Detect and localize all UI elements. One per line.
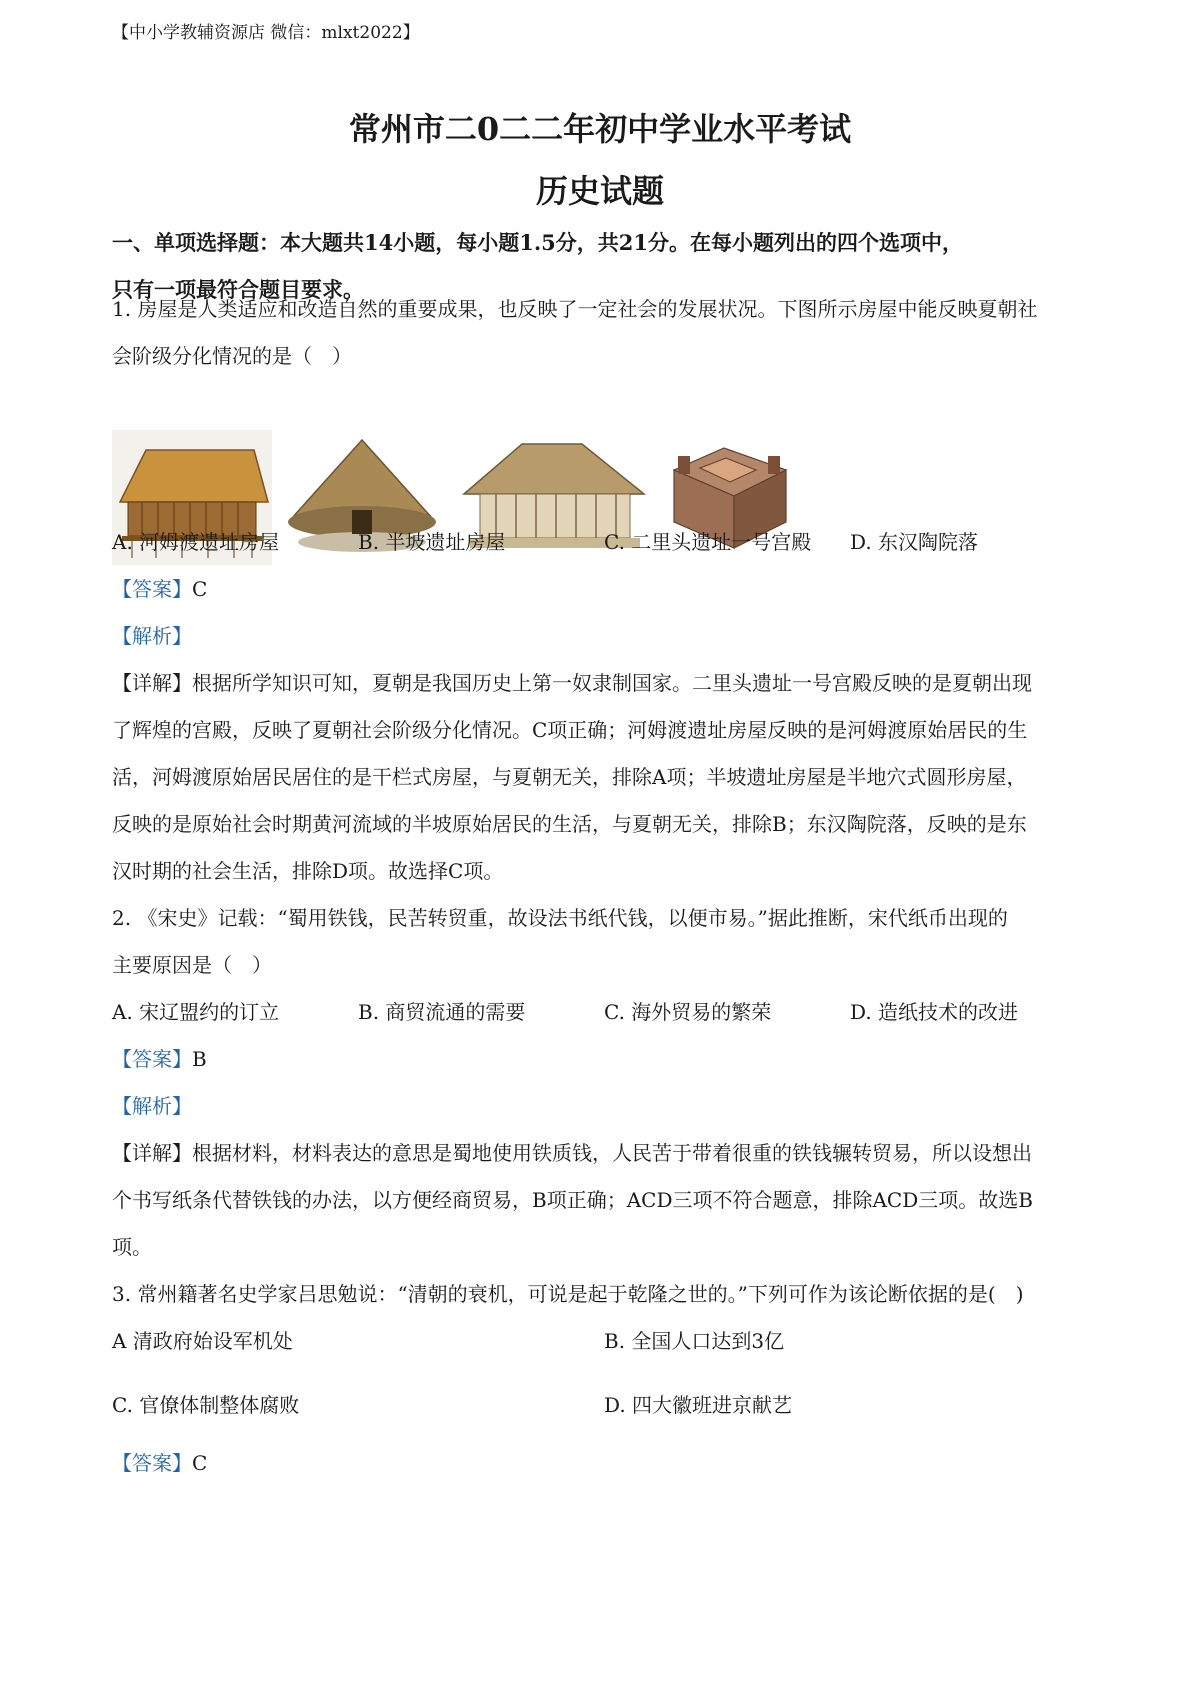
answer-label: 【答案】	[112, 1451, 192, 1475]
q2-detail-line: 项。	[112, 1235, 152, 1259]
q2-option-b: B. 商贸流通的需要	[358, 1000, 526, 1024]
q2-answer-value: B	[192, 1047, 207, 1071]
q3-answer	[112, 1440, 207, 1487]
q3-stem-line: 3. 常州籍著名史学家吕思勉说：“清朝的衰机，可说是起于乾隆之世的。”下列可作为该论断依据的是( )	[112, 1282, 1024, 1306]
analysis-label: 【解析】	[112, 624, 192, 648]
q1-detail	[112, 660, 1102, 895]
q1-option-c: C. 二里头遗址一号宫殿	[604, 530, 812, 554]
exam-subtitle: 历史试题	[535, 172, 664, 210]
exam-title: 常州市二0二二年初中学业水平考试	[348, 110, 852, 148]
q1-analysis	[112, 613, 192, 660]
section-heading-line: 只有一项最符合题目要求。	[112, 277, 364, 302]
q3-option-c: C. 官僚体制整体腐败	[112, 1393, 300, 1417]
q2-detail-line: 个书写纸条代替铁钱的办法，以方便经商贸易，B项正确；ACD三项不符合题意，排除ACD三项。故选B	[112, 1188, 1033, 1212]
q2-stem	[112, 895, 1102, 989]
q1-answer-value: C	[192, 577, 208, 601]
q3-stem	[112, 1271, 1102, 1318]
q2-detail-line: 【详解】根据材料，材料表达的意思是蜀地使用铁质钱，人民苦于带着很重的铁钱辗转贸易，所以设想出	[112, 1141, 1032, 1165]
q2-analysis	[112, 1083, 192, 1130]
q3-answer-value: C	[192, 1451, 208, 1475]
section-heading-line: 一、单项选择题：本大题共14小题，每小题1.5分，共21分。在每小题列出的四个选项中，	[112, 230, 963, 255]
q3-option-b: B. 全国人口达到3亿	[604, 1329, 785, 1353]
answer-label: 【答案】	[112, 1047, 192, 1071]
q3-option-d: D. 四大徽班进京献艺	[604, 1393, 793, 1417]
q1-option-d: D. 东汉陶院落	[850, 530, 979, 554]
q3-options-row2	[112, 1382, 1102, 1429]
q1-detail-line: 反映的是原始社会时期黄河流域的半坡原始居民的生活，与夏朝无关，排除B；东汉陶院落，反映的是东	[112, 812, 1027, 836]
q2-detail	[112, 1130, 1102, 1271]
header-note: 【中小学教辅资源店 微信：mlxt2022】	[112, 23, 420, 43]
q3-option-a: A 清政府始设军机处	[112, 1329, 293, 1353]
q2-option-a: A. 宋辽盟约的订立	[112, 1000, 280, 1024]
q2-answer	[112, 1036, 207, 1083]
q3-options-row1	[112, 1318, 1102, 1365]
q1-detail-line: 汉时期的社会生活，排除D项。故选择C项。	[112, 859, 504, 883]
analysis-label: 【解析】	[112, 1094, 192, 1118]
q1-stem-line: 1. 房屋是人类适应和改造自然的重要成果，也反映了一定社会的发展状况。下图所示房屋中能反映夏朝社	[112, 297, 1038, 321]
q2-option-d: D. 造纸技术的改进	[850, 1000, 1019, 1024]
answer-label: 【答案】	[112, 577, 192, 601]
q1-answer	[112, 566, 207, 613]
q1-detail-line: 【详解】根据所学知识可知，夏朝是我国历史上第一奴隶制国家。二里头遗址一号宫殿反映的是夏朝出现	[112, 671, 1032, 695]
q2-stem-line: 主要原因是（ ）	[112, 953, 272, 977]
q1-options	[112, 519, 1102, 566]
q1-detail-line: 了辉煌的宫殿，反映了夏朝社会阶级分化情况。C项正确；河姆渡遗址房屋反映的是河姆渡原始居民的生	[112, 718, 1028, 742]
q1-stem	[112, 286, 1102, 380]
q1-stem-line: 会阶级分化情况的是（ ）	[112, 344, 352, 368]
q2-stem-line: 2. 《宋史》记载：“蜀用铁钱，民苦转贸重，故设法书纸代钱，以便市易。”据此推断，宋代纸币出现的	[112, 906, 1008, 930]
q2-option-c: C. 海外贸易的繁荣	[604, 1000, 772, 1024]
q1-option-a: A. 河姆渡遗址房屋	[112, 530, 280, 554]
q2-options	[112, 989, 1102, 1036]
q1-option-b: B. 半坡遗址房屋	[358, 530, 506, 554]
q1-detail-line: 活，河姆渡原始居民居住的是干栏式房屋，与夏朝无关，排除A项；半坡遗址房屋是半地穴式圆形房屋，	[112, 765, 1027, 789]
